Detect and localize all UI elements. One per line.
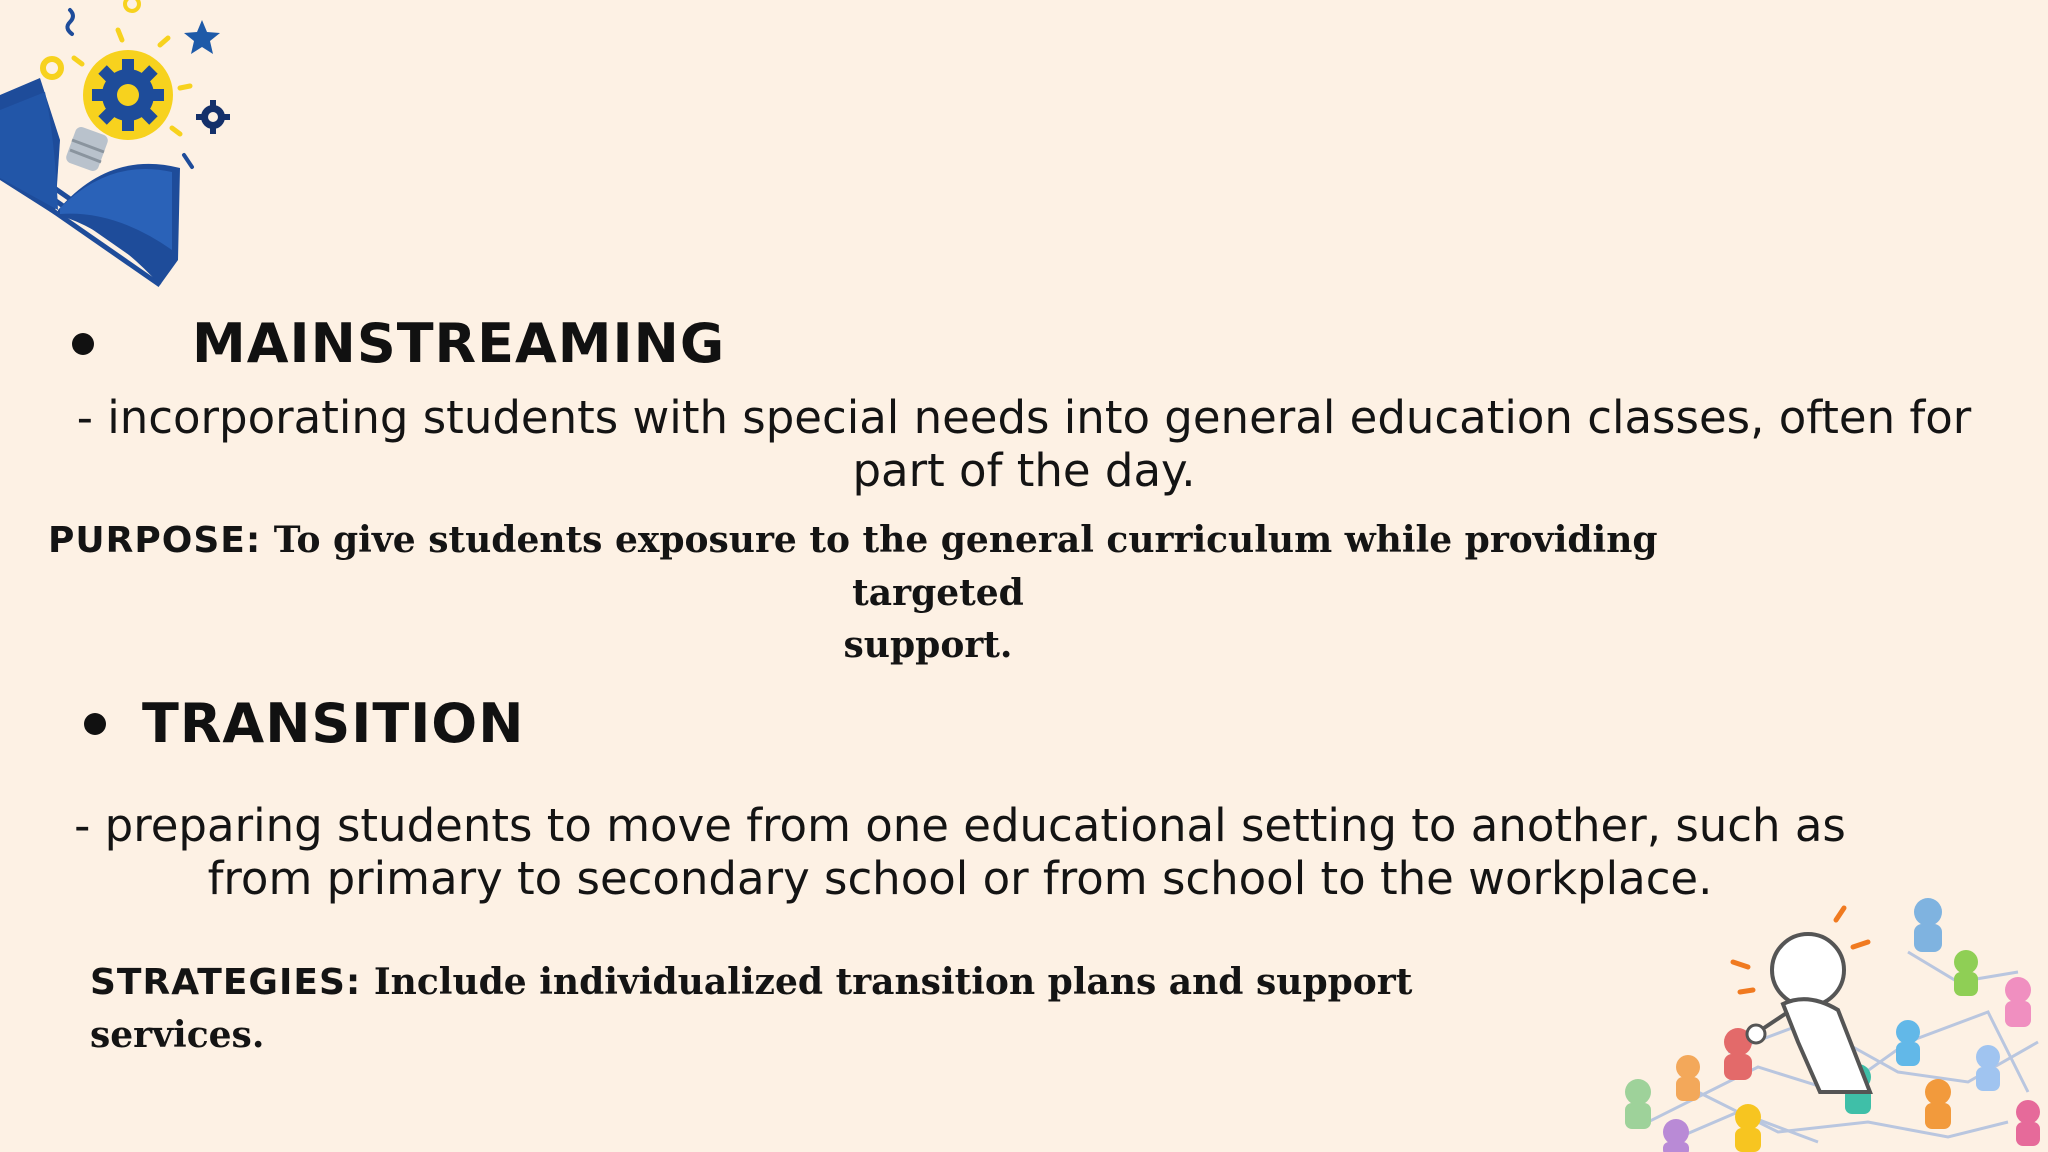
- purpose-line2: support.: [843, 624, 1013, 666]
- people-network-illustration: [1608, 892, 2048, 1152]
- mainstreaming-description-line2: part of the day.: [852, 444, 1196, 497]
- purpose-text: To give students exposure to the general curriculum while providing targeted: [273, 519, 1658, 614]
- bullet-icon: [72, 333, 94, 355]
- strategies-note: [90, 956, 1590, 1061]
- purpose-line1: [48, 514, 1828, 619]
- purpose-note: [48, 514, 1828, 671]
- bullet-icon: [84, 713, 106, 735]
- mainstreaming-description: [40, 391, 2008, 497]
- transition-heading-row: [84, 692, 524, 755]
- mainstreaming-heading-row: [72, 312, 725, 375]
- strategies-text: Include individualized transition plans and support services.: [90, 961, 1413, 1056]
- transition-description: [40, 799, 1880, 905]
- strategies-label: STRATEGIES:: [90, 962, 362, 1003]
- mainstreaming-heading: MAINSTREAMING: [192, 312, 726, 375]
- mainstreaming-description-line1: - incorporating students with special needs into general education classes, often for: [76, 391, 1972, 444]
- transition-heading: TRANSITION: [142, 692, 525, 755]
- transition-description-line2: from primary to secondary school or from school to the workplace.: [207, 852, 1713, 905]
- purpose-label: PURPOSE:: [48, 520, 262, 561]
- transition-description-line1: - preparing students to move from one educational setting to another, such as: [74, 799, 1846, 852]
- book-lightbulb-icon: [0, 0, 240, 300]
